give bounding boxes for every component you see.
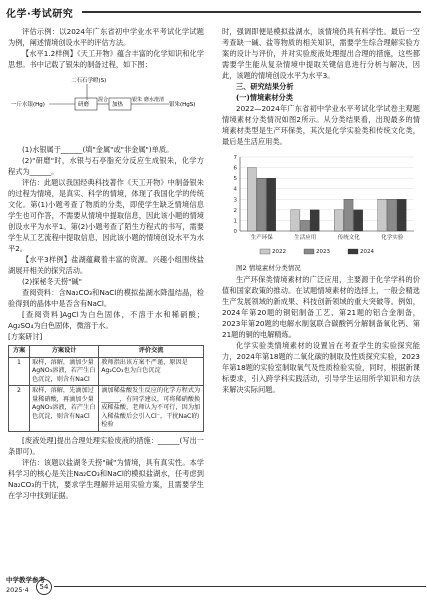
scheme-table (8, 345, 204, 432)
x-tick-label: 生产环保 (250, 235, 273, 241)
bar (387, 199, 396, 231)
paragraph: 2022—2024年广东省初中学业水平考试化学试卷主观题情境素材分类情况如图2所示。从分类结果看，出现最多的情境素材类型是生产环保类，其次是化学实验类和传统文化类，最后是生活应用类。 (222, 104, 420, 146)
bar (257, 178, 266, 231)
table-header: 评价交流 (99, 346, 204, 358)
table-header: 方案设计 (30, 346, 99, 358)
page-footer (6, 575, 66, 605)
question-3a: 查阅资料：含Na₂CO₃和NaCl的模拟盐湖水降温结晶，检验得到的晶体中是否含有NaCl。 (8, 288, 204, 308)
level-3-heading: 【水平3样例】盐湖蕴藏着丰富的资源。兴趣小组围绕盐湖展开相关的探究活动。 (8, 255, 204, 275)
y-tick-label: 3 (233, 197, 237, 204)
question-1: (1)水银属于______(填"金属"或"非金属")单质。 (22, 145, 174, 154)
scheme-step-3: 磨水澄清 (144, 97, 165, 103)
y-tick-label: 0 (233, 229, 237, 235)
bar (344, 199, 353, 231)
legend-label: 2023 (316, 249, 330, 255)
table-cell: 滴加稀盐酸发生反应的化学方程式为______，有同学建议，可将稀硝酸换成稀盐酸，老师认为不可行，因为加入稀盐酸后会引入Cl⁻，干扰NaCl的检验 (99, 386, 204, 432)
y-tick-label: 5 (233, 176, 237, 183)
bar (267, 178, 276, 231)
legend-swatch (260, 249, 270, 254)
evaluation-paragraph-2: 评估：该题以盐湖冬天捞"碱"为情境，具有真实性。本学科学习的核心是关注Na₂CO₃和NaCl的模拟盐湖水，任考虑到Na₂CO₃的干扰，要求学生理解并运用实验方案，且需要学生在学习中找到证据。 (8, 457, 204, 500)
page-header (0, 0, 427, 24)
page-number: 54 (36, 579, 52, 595)
y-tick-label: 2 (233, 207, 237, 214)
question-3: (2)探秘冬天捞"碱" (22, 277, 82, 286)
journal-section-title: 化学·考试研究 (6, 9, 74, 20)
legend-label: 2024 (360, 249, 374, 255)
bar (354, 210, 363, 231)
y-tick-label: 4 (233, 186, 237, 193)
footer-journal: 中学教学参考 (6, 576, 45, 584)
level-sample-heading: 【水平1.2样例】《天工开物》蕴含丰富的化学知识和化学思想。书中记载了银朱的制备过程，如下图： (8, 49, 204, 69)
footer-rule (54, 586, 426, 587)
bar (291, 210, 300, 231)
paragraph: 生产环保类情境素材的广泛应用，主要源于化学学科的价值和国家政策的推动。在试题情境素材的选择上，一般会精选生产发展领域的新成果、科技创新领域的重大突破等。例如，2024年第20题的铜铝制备工艺、第21题的铝合金制备，2023年第20题的电解水制氢联合碳酸钙分解制备氧化钙、第21题的铜的电解精炼。 (222, 275, 420, 339)
legend-label: 2022 (272, 249, 286, 255)
subsection-heading: (一)情境素材分类 (236, 93, 293, 102)
table-row (9, 357, 204, 386)
x-tick-label: 生活应用 (294, 235, 317, 241)
question-3c: [方案研讨] (8, 332, 43, 341)
table-row (9, 386, 204, 432)
legend-swatch (304, 249, 314, 254)
scheme-top-label: 二石石学瞪(S) (71, 78, 107, 84)
question-3d: [废液处理]提出合理处理实验废液的措施：______(写出一条即可)。 (8, 435, 204, 456)
scheme-step-2: 加热 (112, 102, 124, 108)
bar (334, 210, 343, 231)
table-cell: 取样，溶解，先滴加过量稀硝酸，再滴加少量AgNO₃溶液，若产生白色沉淀，则含有NaCl (30, 386, 99, 432)
scheme-end-label: 银朱(HgS) (169, 102, 196, 108)
y-tick-label: 7 (233, 155, 237, 161)
bar (247, 168, 256, 231)
category-bar-chart (222, 151, 420, 261)
table-cell: 取样，溶解，滴加少量AgNO₃溶液，若产生白色沉淀，则含有NaCl (30, 357, 99, 386)
left-column (8, 26, 204, 501)
question-3b: [查阅资料]AgCl为白色固体，不溶于水和稀硝酸；Ag₂SO₄为白色固体，微溶于水。 (8, 310, 204, 330)
right-column (222, 26, 420, 395)
scheme-mid-1: 混合 (98, 97, 109, 103)
figure-caption: 图2 情境素材分类情况 (236, 264, 301, 272)
bar (397, 199, 406, 231)
paragraph: 化学实验类情境素材的设置旨在考查学生的实验探究能力，2024年第18题的二氧化碳的制取及性质探究实验，2023年第18题的实验室制取氧气及性质检验实验，同时，根据新课标要求，引入跨学科实践活动，引导学生运用所学知识和方法来解决实际问题。 (222, 341, 420, 394)
legend-swatch (348, 249, 358, 254)
table-header: 方案 (9, 346, 30, 358)
table-cell: 1 (9, 357, 30, 386)
scheme-start-label: 一斤水银(Hg) (11, 102, 45, 108)
paragraph: 时，强调即便是模拟盐湖水，该情境仍具有科学性。最后一空考查缺一碱、盐等物质的相关知识，需要学生综合理解实验方案的设计与评价，并对实验废液处理提出合理的措施，这些都需要学生能从复杂情境中提取关键信息进行分析与解决，因此，该题的情境创设水平为水平3。 (222, 27, 420, 80)
table-cell: 教师指出该方案不严谨，原因是Ag₂CO₃也为白色沉淀 (99, 357, 204, 386)
section-heading: 三、研究结果分析 (236, 82, 294, 91)
header-rule (82, 11, 421, 13)
bar (310, 210, 319, 231)
scheme-mid-2: 银朱 (132, 97, 143, 103)
bar (378, 199, 387, 231)
question-2: (2)"研磨"时，水银与石亭脂充分反应生成银朱，化学方程式为______。 (8, 156, 204, 176)
x-tick-label: 传统文化 (337, 235, 360, 241)
scheme-step-1: 研磨 (78, 102, 90, 108)
process-scheme-diagram (9, 74, 203, 140)
x-tick-label: 化学实验 (381, 235, 404, 241)
bar (300, 220, 309, 231)
paragraph: 评估示例：以2024年广东省初中学业水平考试化学试题为例，阐述情境创设水平的评估方法。 (8, 27, 204, 47)
table-cell: 2 (9, 386, 30, 432)
evaluation-paragraph: 评估：此题以我国经典科技著作《天工开物》中制备银朱的过程为情境，是真实、科学的情境，体现了我国化学的传统文化。第(1)小题考查了物质的分类，即使学生缺乏情境信息学生也可作答，不需要从情境中提取信息，因此该小题的情境创设水平为水平1。第(2)小题考查了陌生方程式的书写，需要学生从工艺流程中提取信息，因此该小题的情境创设水平为水平2。 (8, 178, 204, 253)
y-tick-label: 6 (233, 165, 237, 172)
footer-date: 2025·4 (6, 586, 29, 594)
y-tick-label: 1 (233, 218, 237, 225)
chart-svg (222, 151, 420, 261)
